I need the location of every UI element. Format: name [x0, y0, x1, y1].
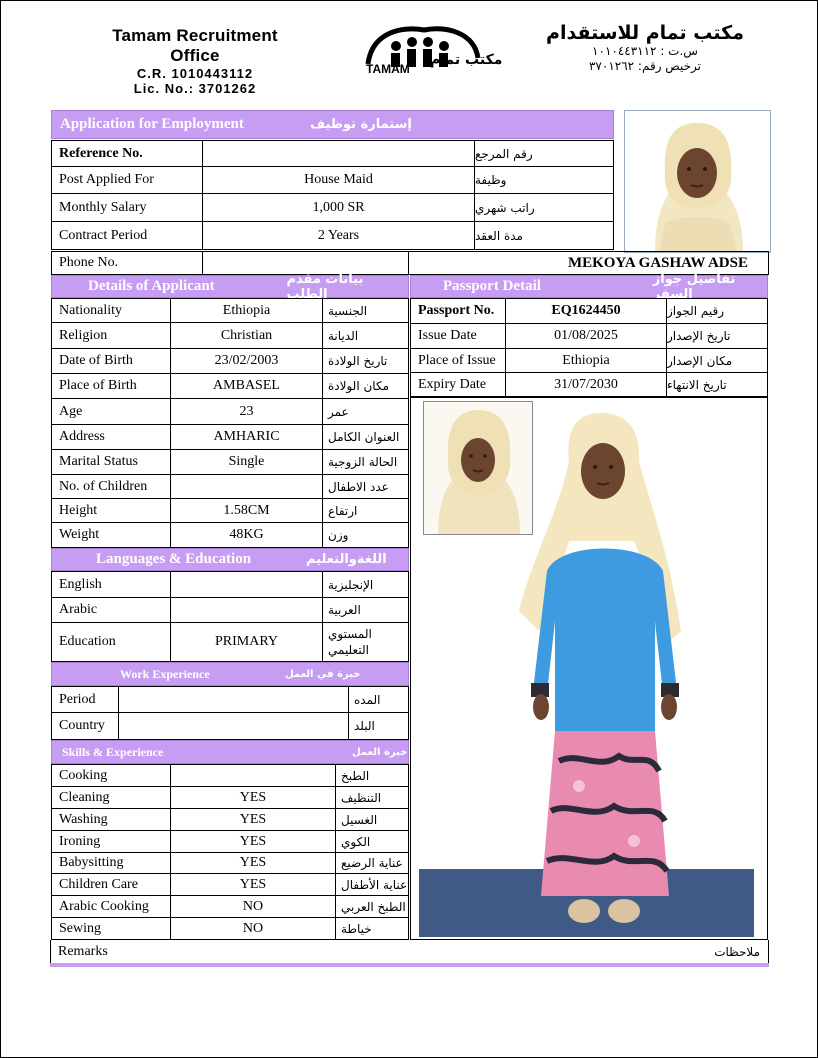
license-number-en: Lic. No.: 3701262 — [133, 81, 257, 96]
age-label-ar: عمر — [322, 398, 409, 425]
post-label: Post Applied For — [51, 166, 203, 194]
phone-label: Phone No. — [51, 251, 203, 275]
logo-text-ar: مكتب تمام — [430, 52, 503, 68]
contract-label-ar: مدة العقد — [474, 221, 614, 250]
babysitting-value: YES — [170, 852, 336, 874]
nationality-value: Ethiopia — [170, 298, 323, 323]
age-value: 23 — [170, 398, 323, 425]
country-value — [118, 712, 349, 740]
english-value — [170, 571, 323, 598]
skills-title-ar: خبرة العمل — [352, 746, 408, 758]
cr-number-en: C.R. 1010443112 — [136, 66, 254, 81]
remarks-underline — [50, 963, 769, 967]
arabic-label: Arabic — [51, 597, 171, 623]
period-label: Period — [51, 686, 119, 713]
children-label: No. of Children — [51, 474, 171, 499]
arabic-cooking-value: NO — [170, 895, 336, 918]
arabic-cooking-label-ar: الطبخ العربي — [335, 895, 409, 918]
marital-label: Marital Status — [51, 449, 171, 475]
children-care-label-ar: عناية الأطفال — [335, 873, 409, 896]
remarks-label: Remarks — [58, 943, 108, 959]
weight-label-ar: وزن — [322, 522, 409, 548]
address-value: AMHARIC — [170, 424, 323, 450]
logo-text-en: TAMAM — [366, 62, 410, 76]
applicant-title-en: Details of Applicant — [88, 278, 215, 294]
remarks-label-ar: ملاحظات — [714, 944, 760, 959]
ironing-label: Ironing — [51, 830, 171, 853]
arabic-value — [170, 597, 323, 623]
salary-label-ar: راتب شهري — [474, 193, 614, 222]
height-value: 1.58CM — [170, 498, 323, 523]
languages-title-en: Languages & Education — [96, 551, 252, 567]
period-value — [118, 686, 349, 713]
cooking-label: Cooking — [51, 764, 171, 787]
application-title-ar: إستمارة توظيف — [310, 117, 412, 132]
babysitting-label: Babysitting — [51, 852, 171, 874]
sewing-label-ar: خياطة — [335, 917, 409, 940]
work-title-bar — [51, 662, 409, 686]
passport-no-label-ar: رقيم الجواز — [666, 298, 768, 324]
pob-label: Place of Birth — [51, 373, 171, 399]
dob-value: 23/02/2003 — [170, 348, 323, 374]
children-care-value: YES — [170, 873, 336, 896]
issue-date-label: Issue Date — [410, 323, 506, 349]
application-title-en: Application for Employment — [60, 116, 244, 132]
children-label-ar: عدد الاطفال — [322, 474, 409, 499]
religion-label-ar: الديانة — [322, 322, 409, 349]
application-title-bar — [51, 110, 614, 139]
address-label-ar: العنوان الكامل — [322, 424, 409, 450]
place-issue-value: Ethiopia — [505, 348, 667, 373]
place-issue-label: Place of Issue — [410, 348, 506, 373]
arabic-label-ar: العربية — [322, 597, 409, 623]
marital-value: Single — [170, 449, 323, 475]
cleaning-label: Cleaning — [51, 786, 171, 809]
dob-label-ar: تاريخ الولادة — [322, 348, 409, 374]
work-title-en: Work Experience — [120, 666, 210, 681]
washing-value: YES — [170, 808, 336, 831]
ironing-value: YES — [170, 830, 336, 853]
passport-title-ar: تفاصيل جواز السفر — [652, 271, 736, 302]
salary-value: 1,000 SR — [202, 193, 475, 222]
work-title-ar: خبرة في العمل — [285, 668, 361, 680]
full-body-photo — [419, 401, 754, 937]
english-label: English — [51, 571, 171, 598]
sewing-value: NO — [170, 917, 336, 940]
portrait-figure-icon — [625, 111, 770, 252]
company-header-ar — [540, 22, 750, 74]
reference-label-ar: رقم المرجع — [474, 140, 614, 167]
weight-value: 48KG — [170, 522, 323, 548]
contract-value: 2 Years — [202, 221, 475, 250]
applicant-portrait-photo — [624, 110, 771, 253]
remarks-row — [50, 940, 769, 964]
passport-title-bar — [410, 271, 768, 302]
post-label-ar: وظيفة — [474, 166, 614, 194]
cooking-value — [170, 764, 336, 787]
license-number-ar: ترخيص رقم: ٣٧٠١٢٦٢ — [588, 59, 701, 73]
religion-label: Religion — [51, 322, 171, 349]
full-body-figure-icon — [419, 401, 754, 937]
country-label-ar: البلد — [348, 712, 409, 740]
passport-no-label: Passport No. — [410, 298, 506, 324]
cleaning-value: YES — [170, 786, 336, 809]
post-value: House Maid — [202, 166, 475, 194]
dob-label: Date of Birth — [51, 348, 171, 374]
religion-value: Christian — [170, 322, 323, 349]
children-care-label: Children Care — [51, 873, 171, 896]
education-value: PRIMARY — [170, 622, 323, 662]
company-name-en: Tamam Recruitment Office — [112, 26, 278, 65]
place-issue-label-ar: مكان الإصدار — [666, 348, 768, 373]
address-label: Address — [51, 424, 171, 450]
period-label-ar: المده — [348, 686, 409, 713]
marital-label-ar: الحالة الزوجية — [322, 449, 409, 475]
babysitting-label-ar: عناية الرضيع — [335, 852, 409, 874]
washing-label-ar: الغسيل — [335, 808, 409, 831]
expiry-value: 31/07/2030 — [505, 372, 667, 397]
issue-date-label-ar: تاريخ الإصدار — [666, 323, 768, 349]
pob-value: AMBASEL — [170, 373, 323, 399]
cleaning-label-ar: التنظيف — [335, 786, 409, 809]
children-value — [170, 474, 323, 499]
arabic-cooking-label: Arabic Cooking — [51, 895, 171, 918]
applicant-title-ar: بيانات مقدم الطلب — [286, 271, 364, 302]
education-label: Education — [51, 622, 171, 662]
nationality-label-ar: الجنسية — [322, 298, 409, 323]
expiry-label: Expiry Date — [410, 372, 506, 397]
reference-label: Reference No. — [51, 140, 203, 167]
passport-title-en: Passport Detail — [443, 278, 541, 294]
skills-title-en: Skills & Experience — [62, 744, 164, 759]
pob-label-ar: مكان الولادة — [322, 373, 409, 399]
ironing-label-ar: الكوي — [335, 830, 409, 853]
issue-date-value: 01/08/2025 — [505, 323, 667, 349]
expiry-label-ar: تاريخ الانتهاء — [666, 372, 768, 397]
applicant-name: MEKOYA GASHAW ADSE — [408, 251, 769, 275]
reference-value — [202, 140, 475, 167]
photo-panel — [410, 397, 768, 940]
company-header-en — [92, 26, 298, 96]
country-label: Country — [51, 712, 119, 740]
height-label: Height — [51, 498, 171, 523]
skills-title-bar — [51, 740, 409, 764]
nationality-label: Nationality — [51, 298, 171, 323]
age-label: Age — [51, 398, 171, 425]
contract-label: Contract Period — [51, 221, 203, 250]
washing-label: Washing — [51, 808, 171, 831]
english-label-ar: الإنجليزية — [322, 571, 409, 598]
height-label-ar: ارتفاع — [322, 498, 409, 523]
weight-label: Weight — [51, 522, 171, 548]
languages-title-ar: اللغةوالتعليم — [306, 552, 387, 567]
passport-no-value: EQ1624450 — [505, 298, 667, 324]
applicant-title-bar — [51, 271, 409, 302]
cr-number-ar: س.ت : ١٠١٠٤٤٣١١٢ — [592, 44, 698, 58]
company-name-ar: مكتب تمام للاستقدام — [546, 22, 744, 44]
cooking-label-ar: الطبخ — [335, 764, 409, 787]
education-label-ar: المستوي التعليمي — [322, 622, 409, 662]
sewing-label: Sewing — [51, 917, 171, 940]
salary-label: Monthly Salary — [51, 193, 203, 222]
languages-title-bar — [51, 548, 409, 571]
